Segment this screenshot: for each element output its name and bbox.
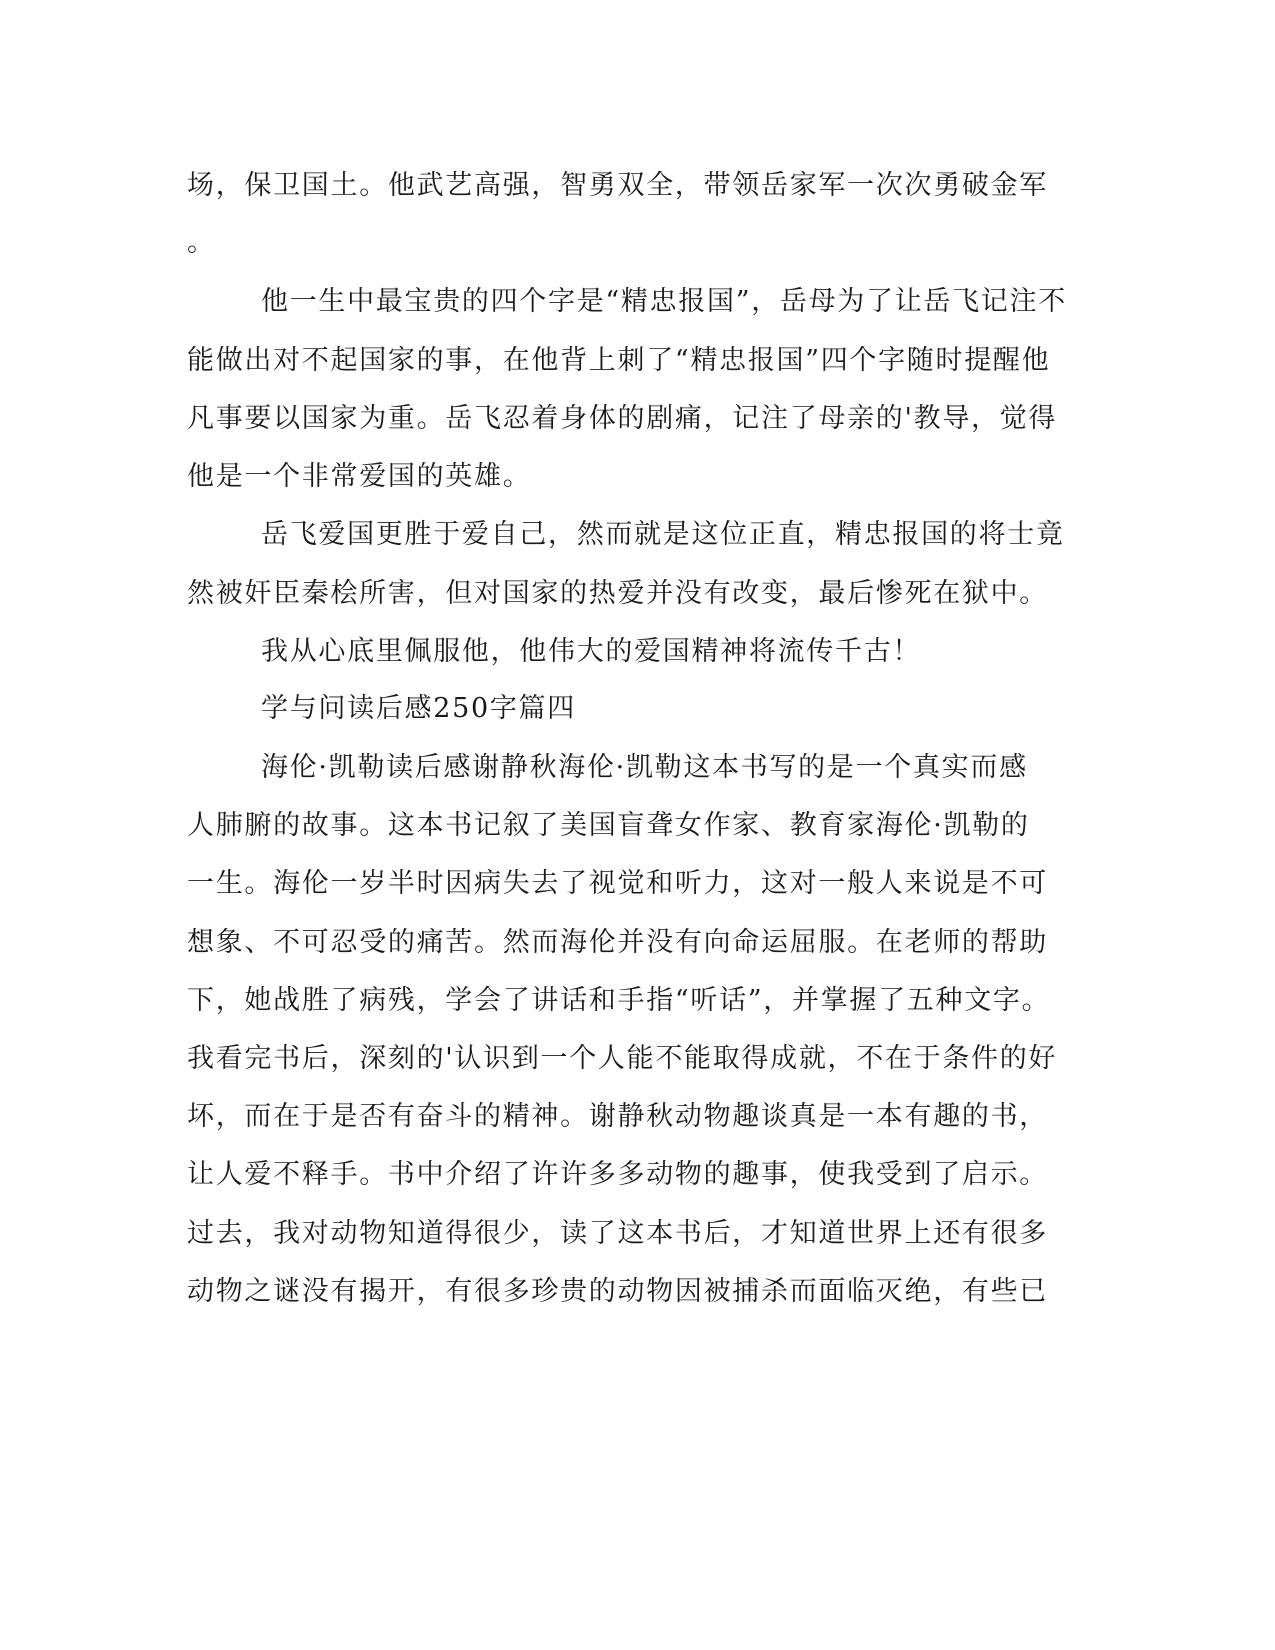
text-line: 让人爱不释手。书中介绍了许许多多动物的趣事，使我受到了启示。 [187, 1159, 1048, 1190]
text-line: 人肺腑的故事。这本书记叙了美国盲聋女作家、教育家海伦·凯勒的 [187, 810, 1030, 841]
text-line: 他是一个非常爱国的英雄。 [187, 461, 532, 492]
text-line: 想象、不可忍受的痛苦。然而海伦并没有向命运屈服。在老师的帮助 [187, 927, 1048, 958]
text-line: 能做出对不起国家的事，在他背上刺了“精忠报国”四个字随时提醒他 [187, 345, 1051, 376]
paragraph-start-line: 海伦·凯勒读后感谢静秋海伦·凯勒这本书写的是一个真实而感 [261, 752, 1028, 783]
paragraph-start-line: 我从心底里佩服他，他伟大的爱国精神将流传千古！ [261, 636, 922, 667]
text-line: 我看完书后，深刻的'认识到一个人能不能取得成就，不在于条件的好 [187, 1043, 1058, 1074]
paragraph-start-line: 岳飞爱国更胜于爱自己，然而就是这位正直，精忠报国的将士竟 [261, 519, 1065, 550]
text-line: 场，保卫国土。他武艺高强，智勇双全，带领岳家军一次次勇破金军 [187, 170, 1048, 201]
text-line: 下，她战胜了病残，学会了讲话和手指“听话”，并掌握了五种文字。 [187, 985, 1051, 1016]
section-heading: 学与问读后感250字篇四 [261, 693, 576, 724]
text-line: 凡事要以国家为重。岳飞忍着身体的剧痛，记注了母亲的'教导，觉得 [187, 403, 1058, 434]
text-line: 然被奸臣秦桧所害，但对国家的热爱并没有改变，最后惨死在狱中。 [187, 578, 1048, 609]
text-line: 坏，而在于是否有奋斗的精神。谢静秋动物趣谈真是一本有趣的书， [187, 1101, 1048, 1132]
text-line: 。 [187, 227, 216, 258]
text-line: 一生。海伦一岁半时因病失去了视觉和听力，这对一般人来说是不可 [187, 868, 1048, 899]
paragraph-start-line: 他一生中最宝贵的四个字是“精忠报国”，岳母为了让岳飞记注不 [261, 286, 1067, 317]
text-line: 动物之谜没有揭开，有很多珍贵的动物因被捕杀而面临灭绝，有些已 [187, 1276, 1048, 1307]
text-line: 过去，我对动物知道得很少，读了这本书后，才知道世界上还有很多 [187, 1218, 1048, 1249]
